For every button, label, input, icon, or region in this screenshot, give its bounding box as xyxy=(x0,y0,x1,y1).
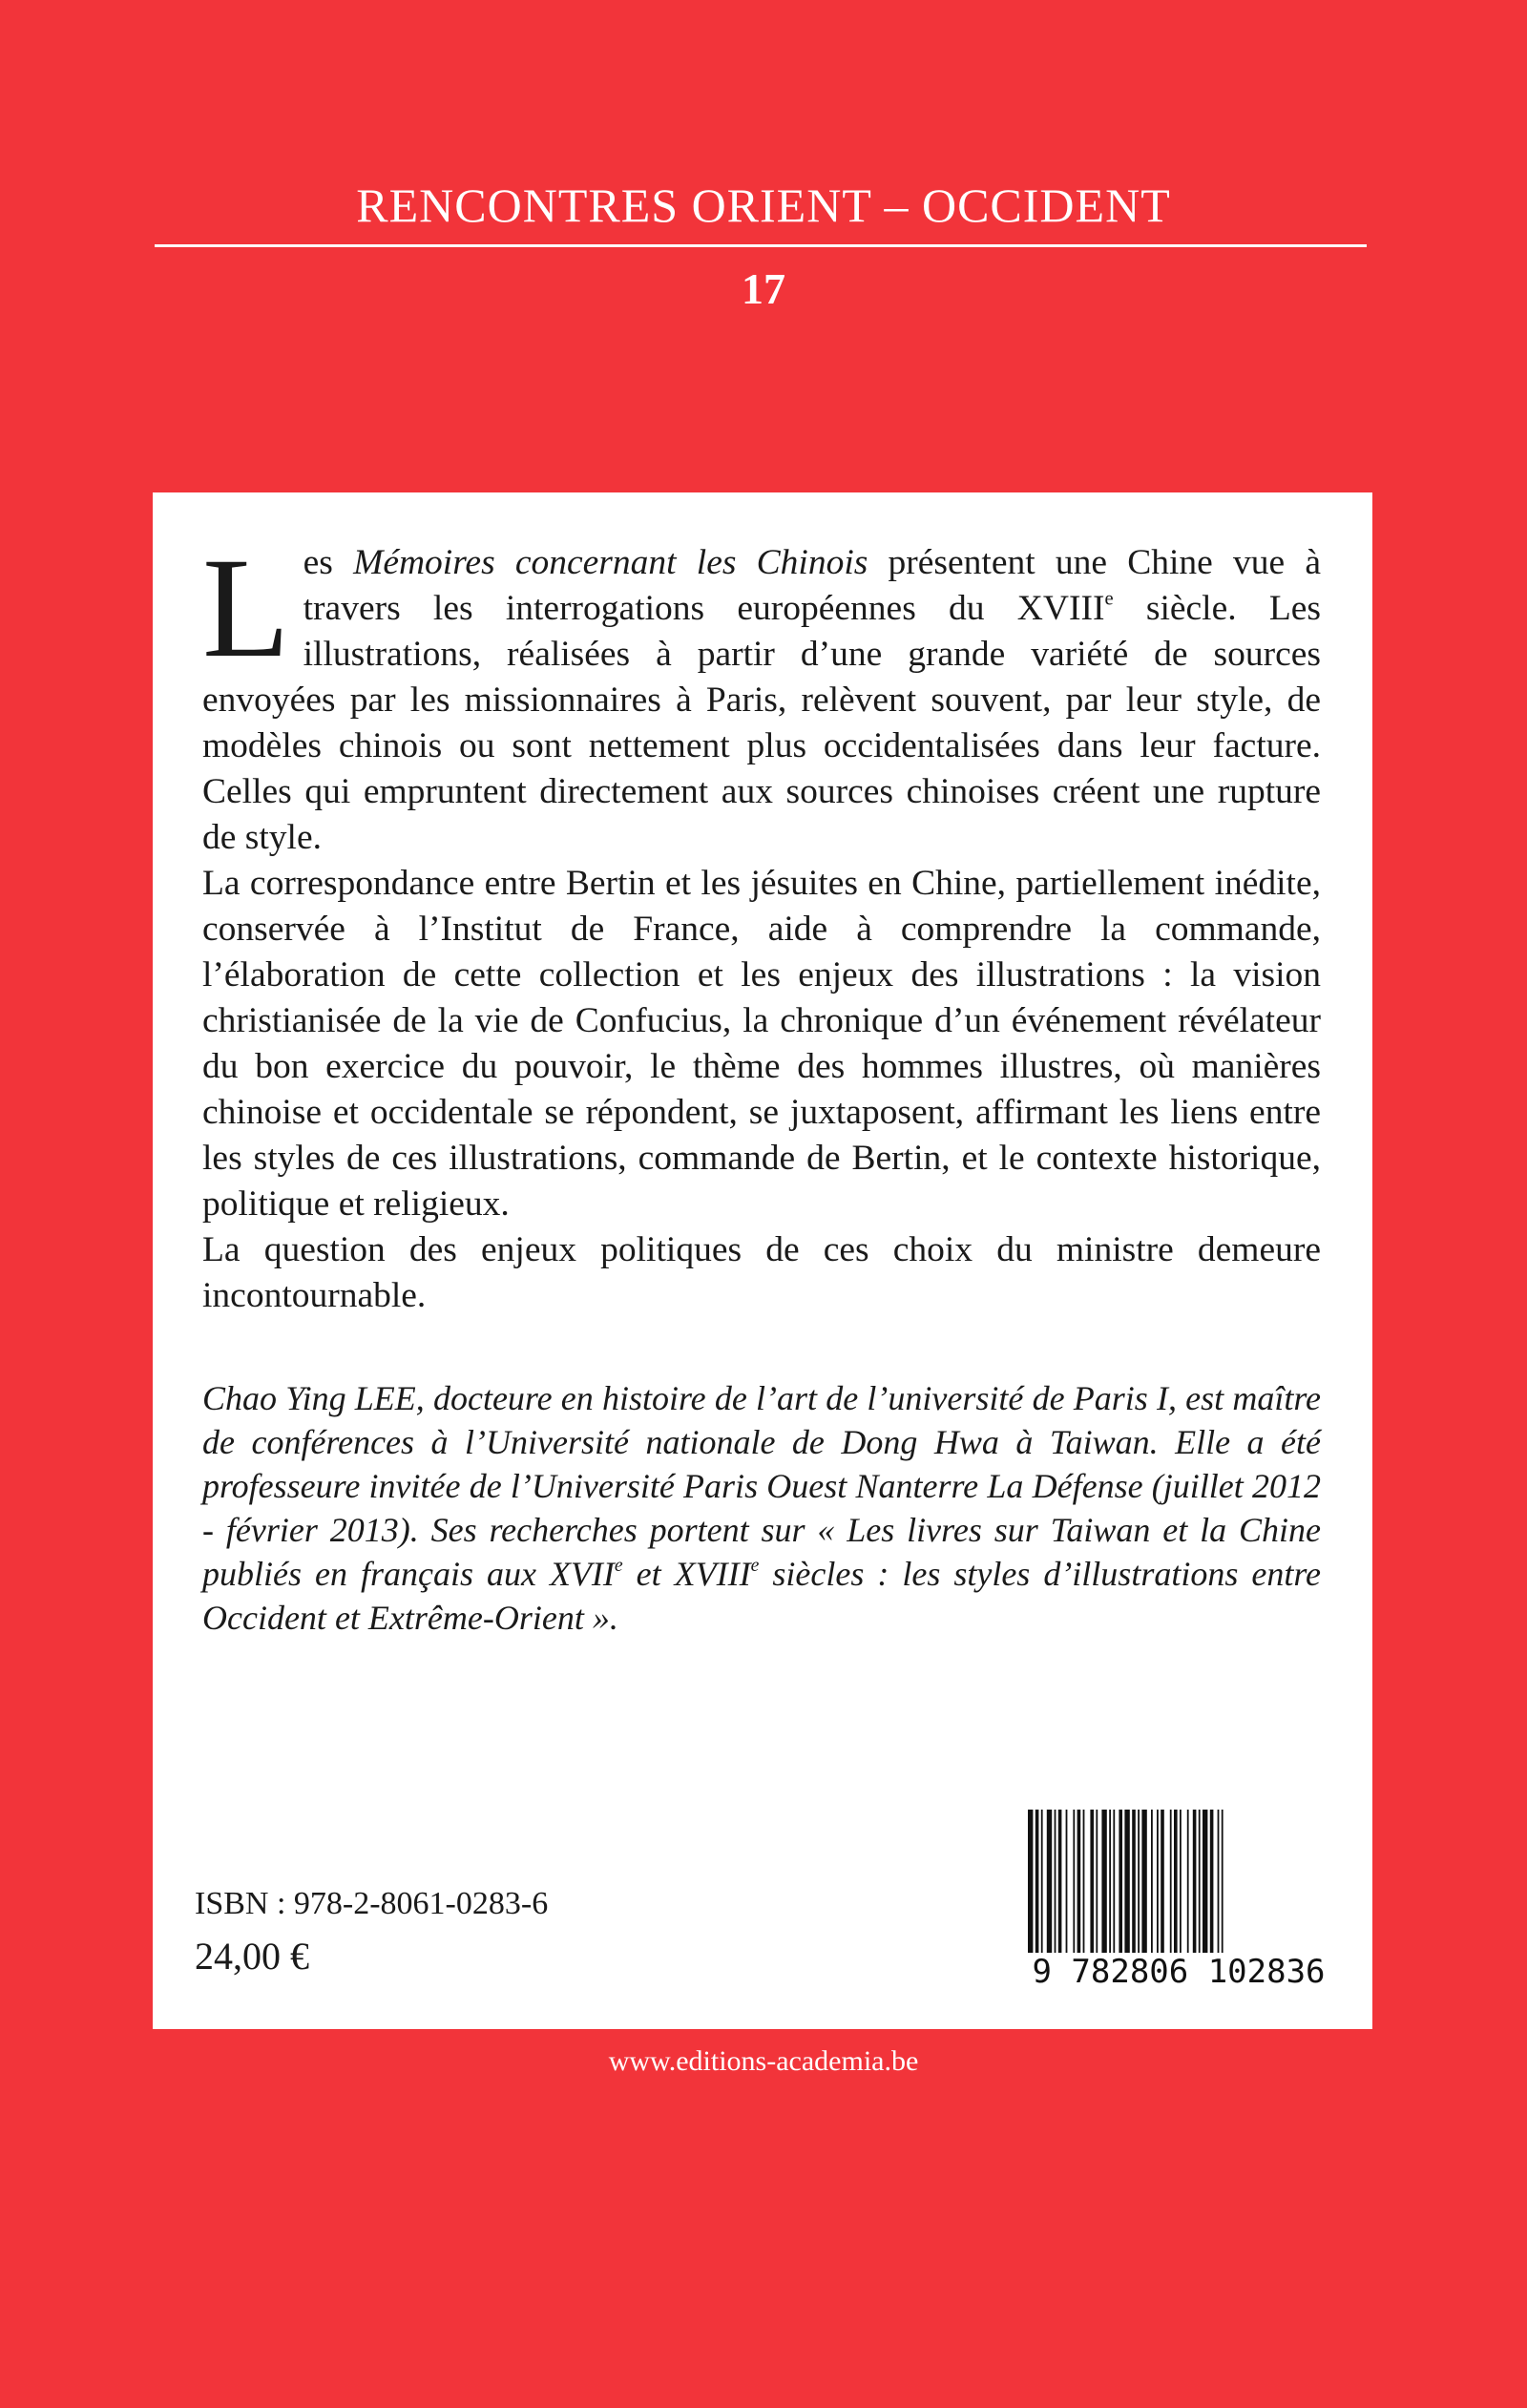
barcode-bar xyxy=(1210,1810,1214,1953)
blurb-paragraph-3: La question des enjeux politiques de ces choix du ministre demeure incontournable. xyxy=(202,1230,1321,1315)
barcode-bar xyxy=(1047,1810,1052,1953)
barcode-bar xyxy=(1096,1810,1098,1953)
barcode-digits: 9 782806 102836 xyxy=(1032,1953,1326,1991)
author-text-b: et XVIII xyxy=(622,1555,751,1593)
barcode-bar xyxy=(1218,1810,1220,1953)
barcode-bar xyxy=(1083,1810,1085,1953)
barcode-bar xyxy=(1124,1810,1129,1953)
series-rule xyxy=(155,244,1367,247)
barcode-bar xyxy=(1109,1810,1111,1953)
barcode-bar xyxy=(1222,1810,1224,1953)
author-sup-1: e xyxy=(614,1555,623,1577)
isbn: ISBN : 978-2-8061-0283-6 xyxy=(195,1886,549,1921)
barcode-bar xyxy=(1041,1810,1043,1953)
author-text-c: siècles : les styles d’illustrations entre Occident et Extrême-Orient ». xyxy=(202,1555,1321,1637)
barcode-bar xyxy=(1090,1810,1094,1953)
author-text-a: Chao Ying LEE, docteure en histoire de l’art de l’université de Paris I, est maître de conférences à l’Université nationale de Dong Hwa à Taiwan. Elle a été professeure invitée de l’Université Paris Ouest Nanterre La Défense (juillet 2012 - février 2013). Ses recherches portent sur « Les livres sur Taiwan et la Chine publiés en français aux XVII xyxy=(202,1379,1321,1593)
barcode-bar xyxy=(1199,1810,1201,1953)
publisher-website: www.editions-academia.be xyxy=(608,2045,919,2077)
blurb-p1-c: siècle. Les illustrations, réalisées à partir d’une grande variété de sources envoyées par les missionnaires à Paris, relèvent souvent, par leur style, de modèles chinois ou sont nettement plus occidentalisées dans leur facture. Celles qui empruntent directement aux sources chinoises créent une rupture de style. xyxy=(202,589,1321,857)
barcode-graphic xyxy=(1026,1810,1331,1953)
barcode-bar xyxy=(1055,1810,1056,1953)
blurb-paragraph-1 xyxy=(202,529,1321,861)
barcode-bar xyxy=(1119,1810,1122,1953)
barcode-bar xyxy=(1101,1810,1106,1953)
series-title: RENCONTRES ORIENT – OCCIDENT xyxy=(356,178,1171,232)
series-number: 17 xyxy=(742,264,785,313)
barcode-bar xyxy=(1141,1810,1146,1953)
blurb-book-title: Mémoires concernant les Chinois xyxy=(353,543,868,582)
barcode-bar xyxy=(1180,1810,1182,1953)
blurb-p1-b: présentent une Chine vue à travers les interrogations européennes du XVIII xyxy=(303,543,1321,628)
barcode-bar xyxy=(1174,1810,1178,1953)
drop-cap: L xyxy=(202,529,290,687)
barcode-bar xyxy=(1157,1810,1159,1953)
blurb xyxy=(202,529,1321,1319)
author-sup-2: e xyxy=(750,1555,760,1577)
price: 24,00 € xyxy=(195,1935,309,1978)
barcode-bar xyxy=(1203,1810,1207,1953)
back-cover-panel xyxy=(153,492,1372,2029)
blurb-p1-sup: e xyxy=(1104,588,1114,610)
blurb-paragraph-2: La correspondance entre Bertin et les jésuites en Chine, partiellement inédite, conservée à l’Institut de France, aide à comprendre la commande, l’élaboration de cette collection et les enjeux des illustrations : la vision christianisée de la vie de Confucius, la chronique d’un événement révélateur du bon exercice du pouvoir, le thème des hommes illustres, où manières chinoise et occidentale se répondent, se juxtaposent, affirmant les liens entre les styles de ces illustrations, commande de Bertin, et le contexte historique, politique et religieux. xyxy=(202,864,1321,1224)
barcode-bar xyxy=(1161,1810,1164,1953)
barcode-bar xyxy=(1170,1810,1172,1953)
blurb-p1-a: es xyxy=(303,543,354,582)
barcode-bar xyxy=(1058,1810,1062,1953)
barcode-bar xyxy=(1151,1810,1153,1953)
barcode-bar xyxy=(1028,1810,1033,1953)
barcode-bar xyxy=(1077,1810,1081,1953)
barcode-bar xyxy=(1187,1810,1189,1953)
barcode-bar xyxy=(1113,1810,1115,1953)
barcode-bar xyxy=(1138,1810,1140,1953)
barcode-bar xyxy=(1193,1810,1197,1953)
barcode-bar xyxy=(1073,1810,1075,1953)
author-bio xyxy=(202,1376,1321,1640)
barcode-bar xyxy=(1035,1810,1039,1953)
barcode-bar xyxy=(1132,1810,1136,1953)
barcode-bar xyxy=(1066,1810,1068,1953)
